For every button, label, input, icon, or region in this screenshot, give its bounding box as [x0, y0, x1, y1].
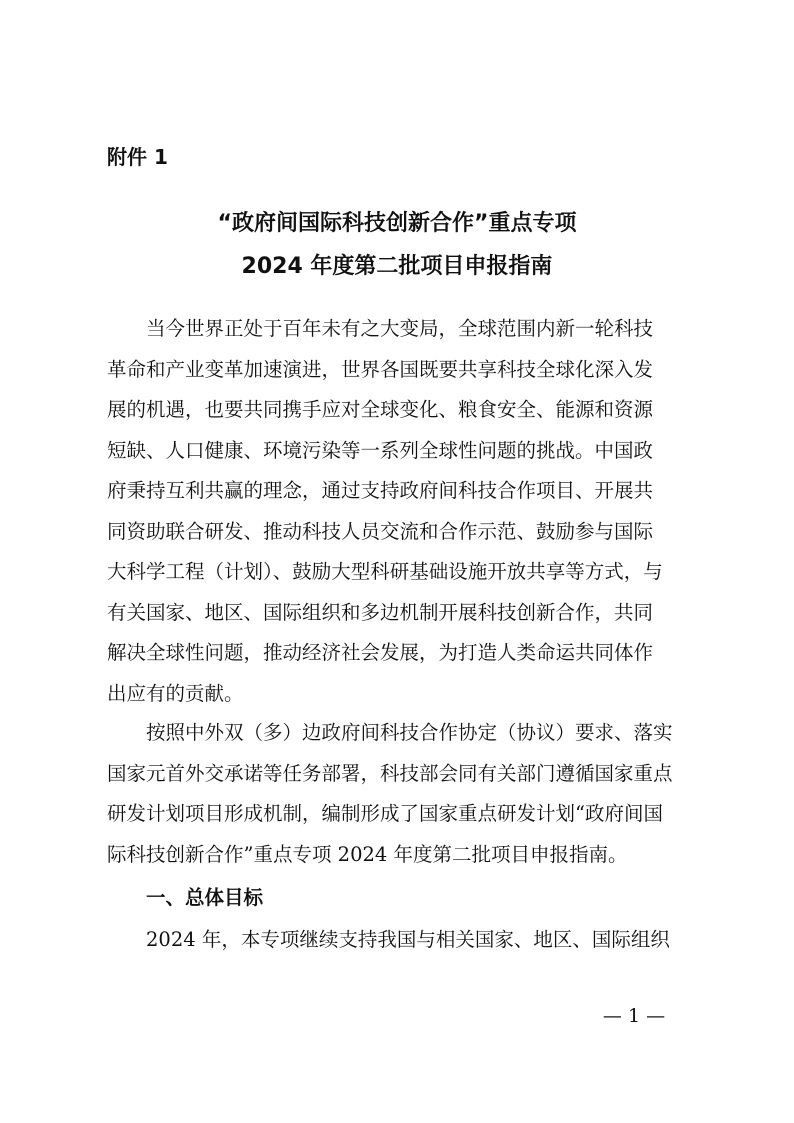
paragraph-line: 研发计划项目形成机制，编制形成了国家重点研发计划“政府间国	[107, 802, 663, 825]
paragraph-line: 出应有的贡献。	[107, 681, 244, 705]
paragraph-line: 当今世界正处于百年未有之大变局，全球范围内新一轮科技	[146, 317, 654, 340]
paragraph-line: 大科学工程（计划）、鼓励大型科研基础设施开放共享等方式，与	[107, 560, 663, 583]
document-title-line-1: “政府间国际科技创新合作”重点专项	[217, 211, 577, 236]
paragraph-line: 2024 年，本专项继续支持我国与相关国家、地区、国际组织	[146, 928, 670, 951]
paragraph-line: 展的机遇，也要共同携手应对全球变化、粮食安全、能源和资源	[107, 398, 654, 421]
attachment-label: 附件 1	[107, 145, 168, 169]
paragraph-line: 国家元首外交承诺等任务部署，科技部会同有关部门遵循国家重点	[107, 761, 673, 785]
paragraph-line: 有关国家、地区、国际组织和多边机制开展科技创新合作，共同	[107, 600, 654, 624]
paragraph-line: 府秉持互利共赢的理念，通过支持政府间科技合作项目、开展共	[107, 479, 654, 502]
paragraph-line: 按照中外双（多）边政府间科技合作协定（协议）要求、落实	[146, 721, 673, 744]
page-number: — 1 —	[602, 1005, 666, 1027]
paragraph-line: 解决全球性问题，推动经济社会发展，为打造人类命运共同体作	[107, 641, 654, 664]
paragraph-basis	[107, 713, 689, 875]
paragraph-line: 革命和产业变革加速演进，世界各国既要共享科技全球化深入发	[107, 357, 654, 381]
paragraph-intro	[107, 309, 689, 714]
document-title-line-2: 2024 年度第二批项目申报指南	[241, 254, 553, 279]
paragraph-line: 际科技创新合作”重点专项 2024 年度第二批项目申报指南。	[107, 842, 628, 866]
paragraph-line: 同资助联合研发、推动科技人员交流和合作示范、鼓励参与国际	[107, 519, 654, 543]
section-heading-overall-goals: 一、总体目标	[146, 886, 264, 909]
paragraph-goals	[107, 920, 689, 961]
paragraph-line: 短缺、人口健康、环境污染等一系列全球性问题的挑战。中国政	[107, 438, 654, 462]
